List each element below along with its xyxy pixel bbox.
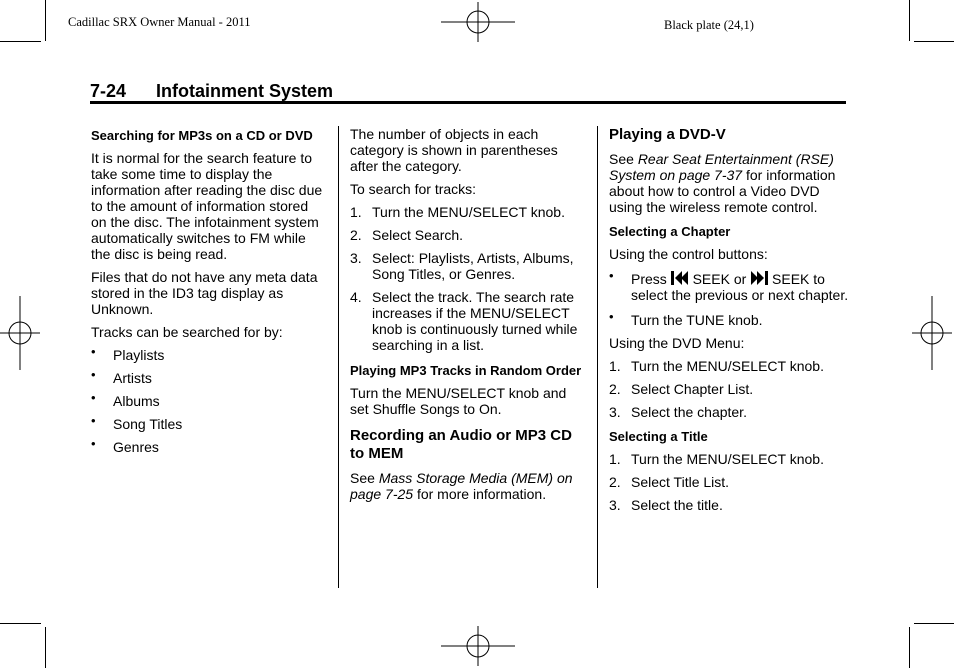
bullet-icon: • (91, 390, 96, 405)
list-item: 1. Turn the MENU/SELECT knob. (609, 451, 824, 467)
numbered-list (350, 204, 588, 353)
numbered-list (609, 358, 849, 420)
paragraph: Turn the MENU/SELECT knob and set Shuffle Songs to On. (350, 385, 567, 417)
paragraph: Using the DVD Menu: (609, 335, 745, 351)
list-item: 1. Turn the MENU/SELECT knob. (609, 358, 824, 374)
bullet-icon: • (91, 413, 96, 428)
column-2 (350, 126, 588, 509)
bullet-list (91, 344, 327, 455)
crop-mark (0, 623, 41, 624)
list-item: • Playlists (91, 344, 165, 363)
paragraph: The number of objects in each category is shown in parentheses after the category. (350, 126, 558, 174)
page-heading (90, 81, 333, 102)
paragraph: To search for tracks: (350, 181, 477, 197)
list-item: • Albums (91, 390, 160, 409)
column-divider (338, 126, 339, 588)
manual-title: Cadillac SRX Owner Manual - 2011 (68, 15, 251, 29)
list-item: 1. Turn the MENU/SELECT knob. (350, 204, 565, 220)
paragraph: Tracks can be searched for by: (91, 324, 283, 340)
list-item: 2. Select Search. (350, 227, 464, 243)
column-divider (597, 126, 598, 588)
list-item: 2. Select Title List. (609, 474, 730, 490)
seek-forward-icon (750, 271, 768, 285)
paragraph: Using the control buttons: (609, 246, 768, 262)
crop-mark (45, 0, 46, 41)
seek-back-icon (671, 271, 689, 285)
list-item: • Artists (91, 367, 152, 386)
registration-mark-icon (0, 296, 40, 370)
registration-mark-icon (912, 296, 952, 370)
bullet-icon: • (91, 367, 96, 382)
crop-mark (0, 41, 41, 42)
bullet-icon: • (91, 436, 96, 451)
crop-mark (914, 623, 954, 624)
bullet-list (609, 268, 849, 328)
list-item: • Song Titles (91, 413, 183, 432)
subheading: Playing MP3 Tracks in Random Order (350, 363, 582, 378)
crop-mark (914, 41, 954, 42)
list-item: 4. Select the track. The search rate increases if the MENU/SELECT knob is continuously turned while searching in a list. (350, 289, 578, 353)
registration-mark-icon (441, 2, 515, 42)
list-item: 3. Select the title. (609, 497, 723, 513)
paragraph: It is normal for the search feature to take some time to display the information after reading the disc due to the amount of information stored on the disc. The infotainment system automatically switches to FM while the disc is being read. (91, 150, 323, 262)
registration-mark-icon (441, 626, 515, 666)
heading-rule (90, 101, 846, 104)
subheading: Selecting a Title (609, 429, 708, 444)
column-1 (91, 126, 327, 462)
list-item: 3. Select the chapter. (609, 404, 747, 420)
paragraph: See Rear Seat Entertainment (RSE) System on page 7-37 for information about how to control a Video DVD using the wireless remote control. (609, 151, 836, 215)
numbered-list (609, 451, 849, 513)
section-heading: Recording an Audio or MP3 CD to MEM (350, 427, 572, 462)
plate-label: Black plate (24,1) (664, 18, 754, 32)
list-item: • Press SEEK or SEEK to select the previous or next chapter. (609, 268, 849, 303)
section-heading: Playing a DVD-V (609, 126, 726, 143)
crop-mark (909, 627, 910, 668)
list-item: 2. Select Chapter List. (609, 381, 754, 397)
list-item: 3. Select: Playlists, Artists, Albums, Song Titles, or Genres. (350, 250, 574, 282)
subheading: Selecting a Chapter (609, 224, 731, 239)
column-3 (609, 126, 849, 520)
list-item: • Turn the TUNE knob. (609, 309, 763, 328)
paragraph: See Mass Storage Media (MEM) on page 7-25 for more information. (350, 470, 573, 502)
cross-reference-link[interactable]: Mass Storage Media (MEM) on page 7-25 (350, 470, 573, 502)
subheading: Searching for MP3s on a CD or DVD (91, 128, 313, 143)
crop-mark (909, 0, 910, 41)
page-title: Infotainment System (156, 81, 334, 101)
bullet-icon: • (91, 344, 96, 359)
paragraph: Files that do not have any meta data stored in the ID3 tag display as Unknown. (91, 269, 318, 317)
bullet-icon: • (609, 268, 614, 283)
bullet-icon: • (609, 309, 614, 324)
list-item: • Genres (91, 436, 159, 455)
cross-reference-link[interactable]: Rear Seat Entertainment (RSE) System on page 7-37 (609, 151, 834, 183)
page-number: 7-24 (90, 81, 127, 101)
crop-mark (45, 627, 46, 668)
